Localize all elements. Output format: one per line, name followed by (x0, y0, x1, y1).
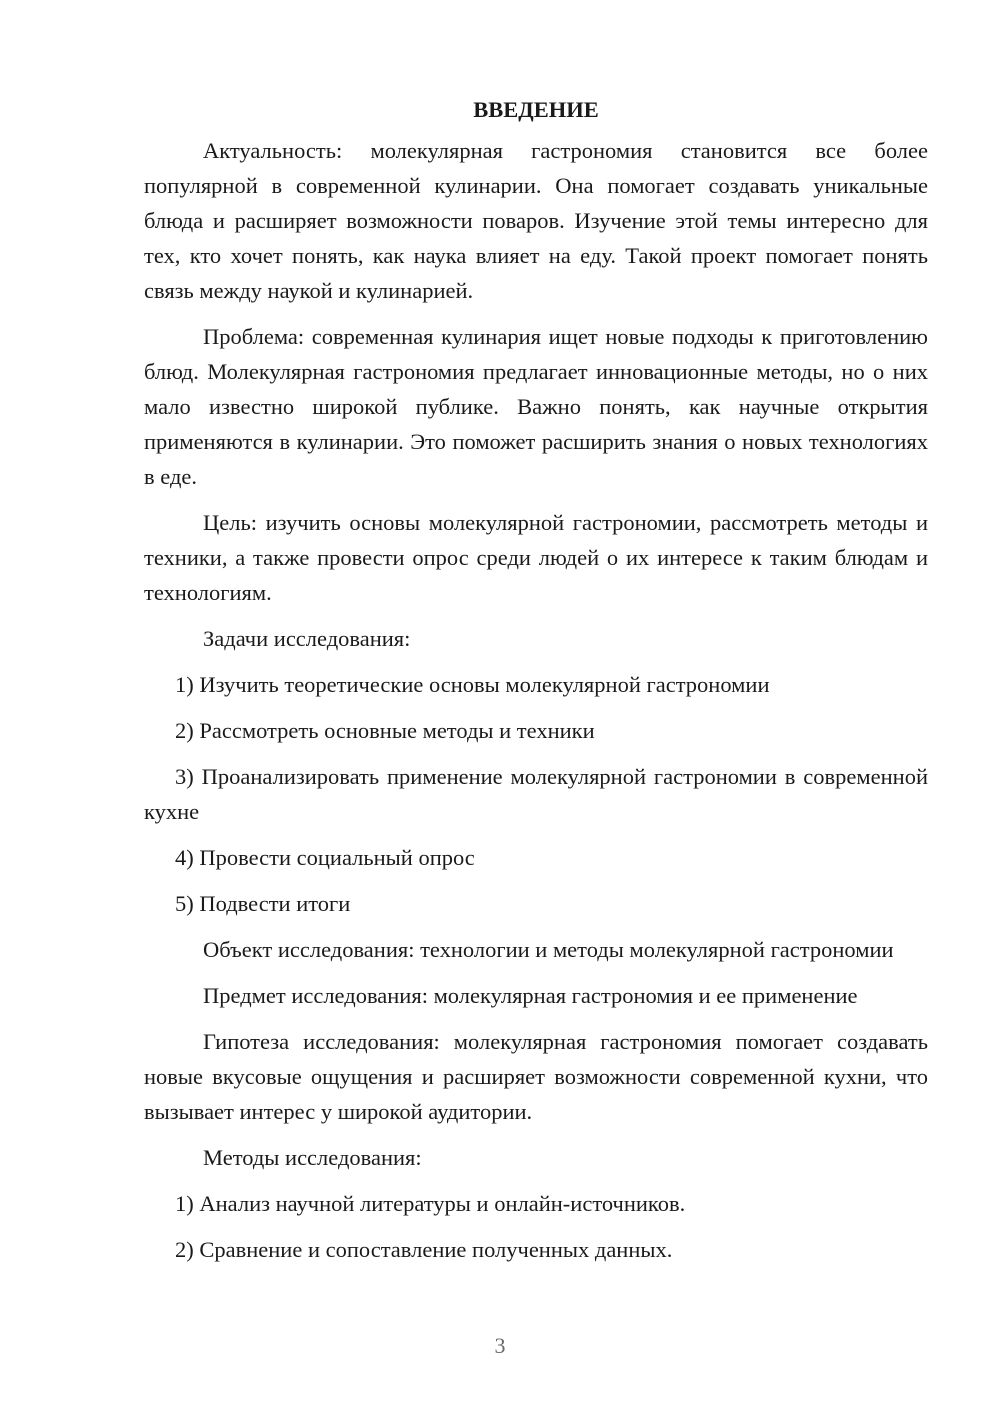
tasks-list (144, 667, 928, 921)
list-item: 2) Рассмотреть основные методы и техники (175, 718, 595, 743)
tasks-heading: Задачи исследования: (203, 626, 411, 651)
methods-heading: Методы исследования: (203, 1145, 422, 1170)
methods-list (144, 1186, 928, 1267)
page-title: ВВЕДЕНИЕ (473, 97, 599, 122)
list-item: 4) Провести социальный опрос (175, 845, 475, 870)
actuality-paragraph: Актуальность: молекулярная гастрономия становится все более популярной в современной кулинарии. Она помогает создавать уникальные блюда и расширяет возможности поваров. Изучение этой темы интересно для тех, кто хочет понять, как наука влияет на еду. Такой проект помогает понять связь между наукой и кулинарией. (144, 138, 928, 303)
hypothesis-paragraph: Гипотеза исследования: молекулярная гастрономия помогает создавать новые вкусовые ощущения и расширяет возможности современной кухни, что вызывает интерес у широкой аудитории. (144, 1029, 928, 1124)
list-item: 1) Изучить теоретические основы молекулярной гастрономии (175, 672, 770, 697)
page-number: 3 (494, 1333, 506, 1358)
problem-paragraph: Проблема: современная кулинария ищет новые подходы к приготовлению блюд. Молекулярная гастрономия предлагает инновационные методы, но о них мало известно широкой публике. Важно понять, как научные открытия применяются в кулинарии. Это поможет расширить знания о новых технологиях в еде. (144, 324, 928, 489)
goal-paragraph: Цель: изучить основы молекулярной гастрономии, рассмотреть методы и техники, а также провести опрос среди людей о их интересе к таким блюдам и технологиям. (144, 510, 928, 605)
list-item: 1) Анализ научной литературы и онлайн-источников. (175, 1191, 686, 1216)
list-item: 2) Сравнение и сопоставление полученных данных. (175, 1237, 673, 1262)
list-item: 5) Подвести итоги (175, 891, 351, 916)
object-paragraph: Объект исследования: технологии и методы молекулярной гастрономии (203, 937, 894, 962)
page-content (144, 92, 928, 1278)
subject-paragraph: Предмет исследования: молекулярная гастрономия и ее применение (203, 983, 858, 1008)
list-item: 3) Проанализировать применение молекулярной гастрономии в современной кухне (144, 764, 928, 824)
